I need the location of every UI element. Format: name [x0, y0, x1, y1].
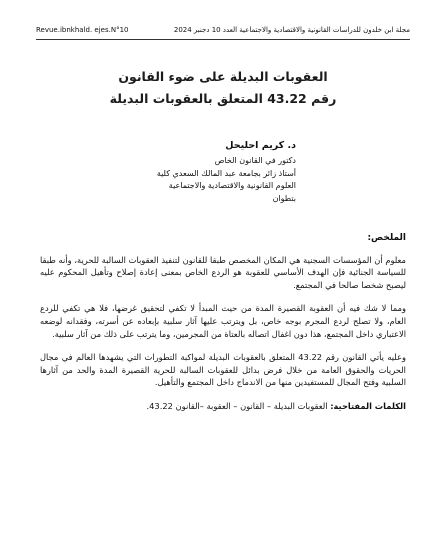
- keywords-label: الكلمات المفتاحية:: [330, 400, 406, 411]
- abstract-heading: الملخص:: [367, 233, 406, 243]
- paper-title: [40, 66, 406, 110]
- author-affiliation-line: العلوم القانونية والاقتصادية والاجتماعية: [168, 181, 296, 191]
- journal-site: Revue.ibnkhald. ejes.N°10: [36, 26, 129, 34]
- keywords-line: [40, 400, 406, 413]
- author-affiliation-line: أستاذ زائر بجامعة عبد المالك السعدي كلية: [156, 168, 296, 178]
- keywords-text: العقوبات البديلة – القانون – العقوبة –القانون 43.22.: [146, 400, 328, 411]
- abstract-paragraph: ومما لا شك فيه أن العقوبة القصيرة المدة من حيث المبدأ لا تكفي لتحقيق غرضها، فلا هي تكفي للردع العام، ولا تصلح لردع المجرم بوجه خاص، بل ويترتب عليها آثار سلبية بإبعاده عن أسرته، وفقدانه لوضعه الاعتباري داخل المجتمع، هذا دون اغفال اتصاله بالعتاة من المجرمين، وما يترتب على ذلك من آثار سلبية.: [40, 303, 406, 339]
- title-line-2: رقم 43.22 المتعلق بالعقوبات البديلة: [109, 91, 337, 106]
- title-line-1: العقوبات البديلة على ضوء القانون: [118, 69, 328, 84]
- author-affiliation-line: دكتور في القانون الخاص: [214, 156, 296, 166]
- journal-name: مجلة ابن خلدون للدراسات القانونية والاقتصادية والاجتماعية العدد 10 دجنبر 2024: [173, 26, 410, 34]
- author-block: [136, 140, 296, 205]
- abstract-section: [40, 232, 406, 413]
- header-divider: [36, 39, 410, 40]
- abstract-paragraph: وعليه يأتي القانون رقم 43.22 المتعلق بالعقوبات البديلة لمواكبة التطورات التي يشهدها العالم في مجال الحريات والحقوق العامة من خلال فرض بدائل للعقوبات السالبة للحرية القصيرة المدة والحد من آثارها السلبية وفتح المجال للمستفيدين منها من الاندماج داخل المجتمع والتأهيل.: [40, 352, 406, 388]
- journal-header: [36, 26, 410, 35]
- abstract-paragraph: معلوم أن المؤسسات السجنية هي المكان المخصص طبقا للقانون لتنفيذ العقوبات السالبة للحرية، وأنه طبقا للسياسة الجنائية فإن الهدف الأساسي للعقوبة هو الردع الخاص بمعنى إعادة إصلاح وتأهيل المحكوم عليه ليصبح شخصا صالحا في المجتمع.: [40, 254, 406, 290]
- author-affiliation-line: بتطوان: [272, 193, 296, 203]
- author-name: د. كريم احليحل: [225, 140, 296, 151]
